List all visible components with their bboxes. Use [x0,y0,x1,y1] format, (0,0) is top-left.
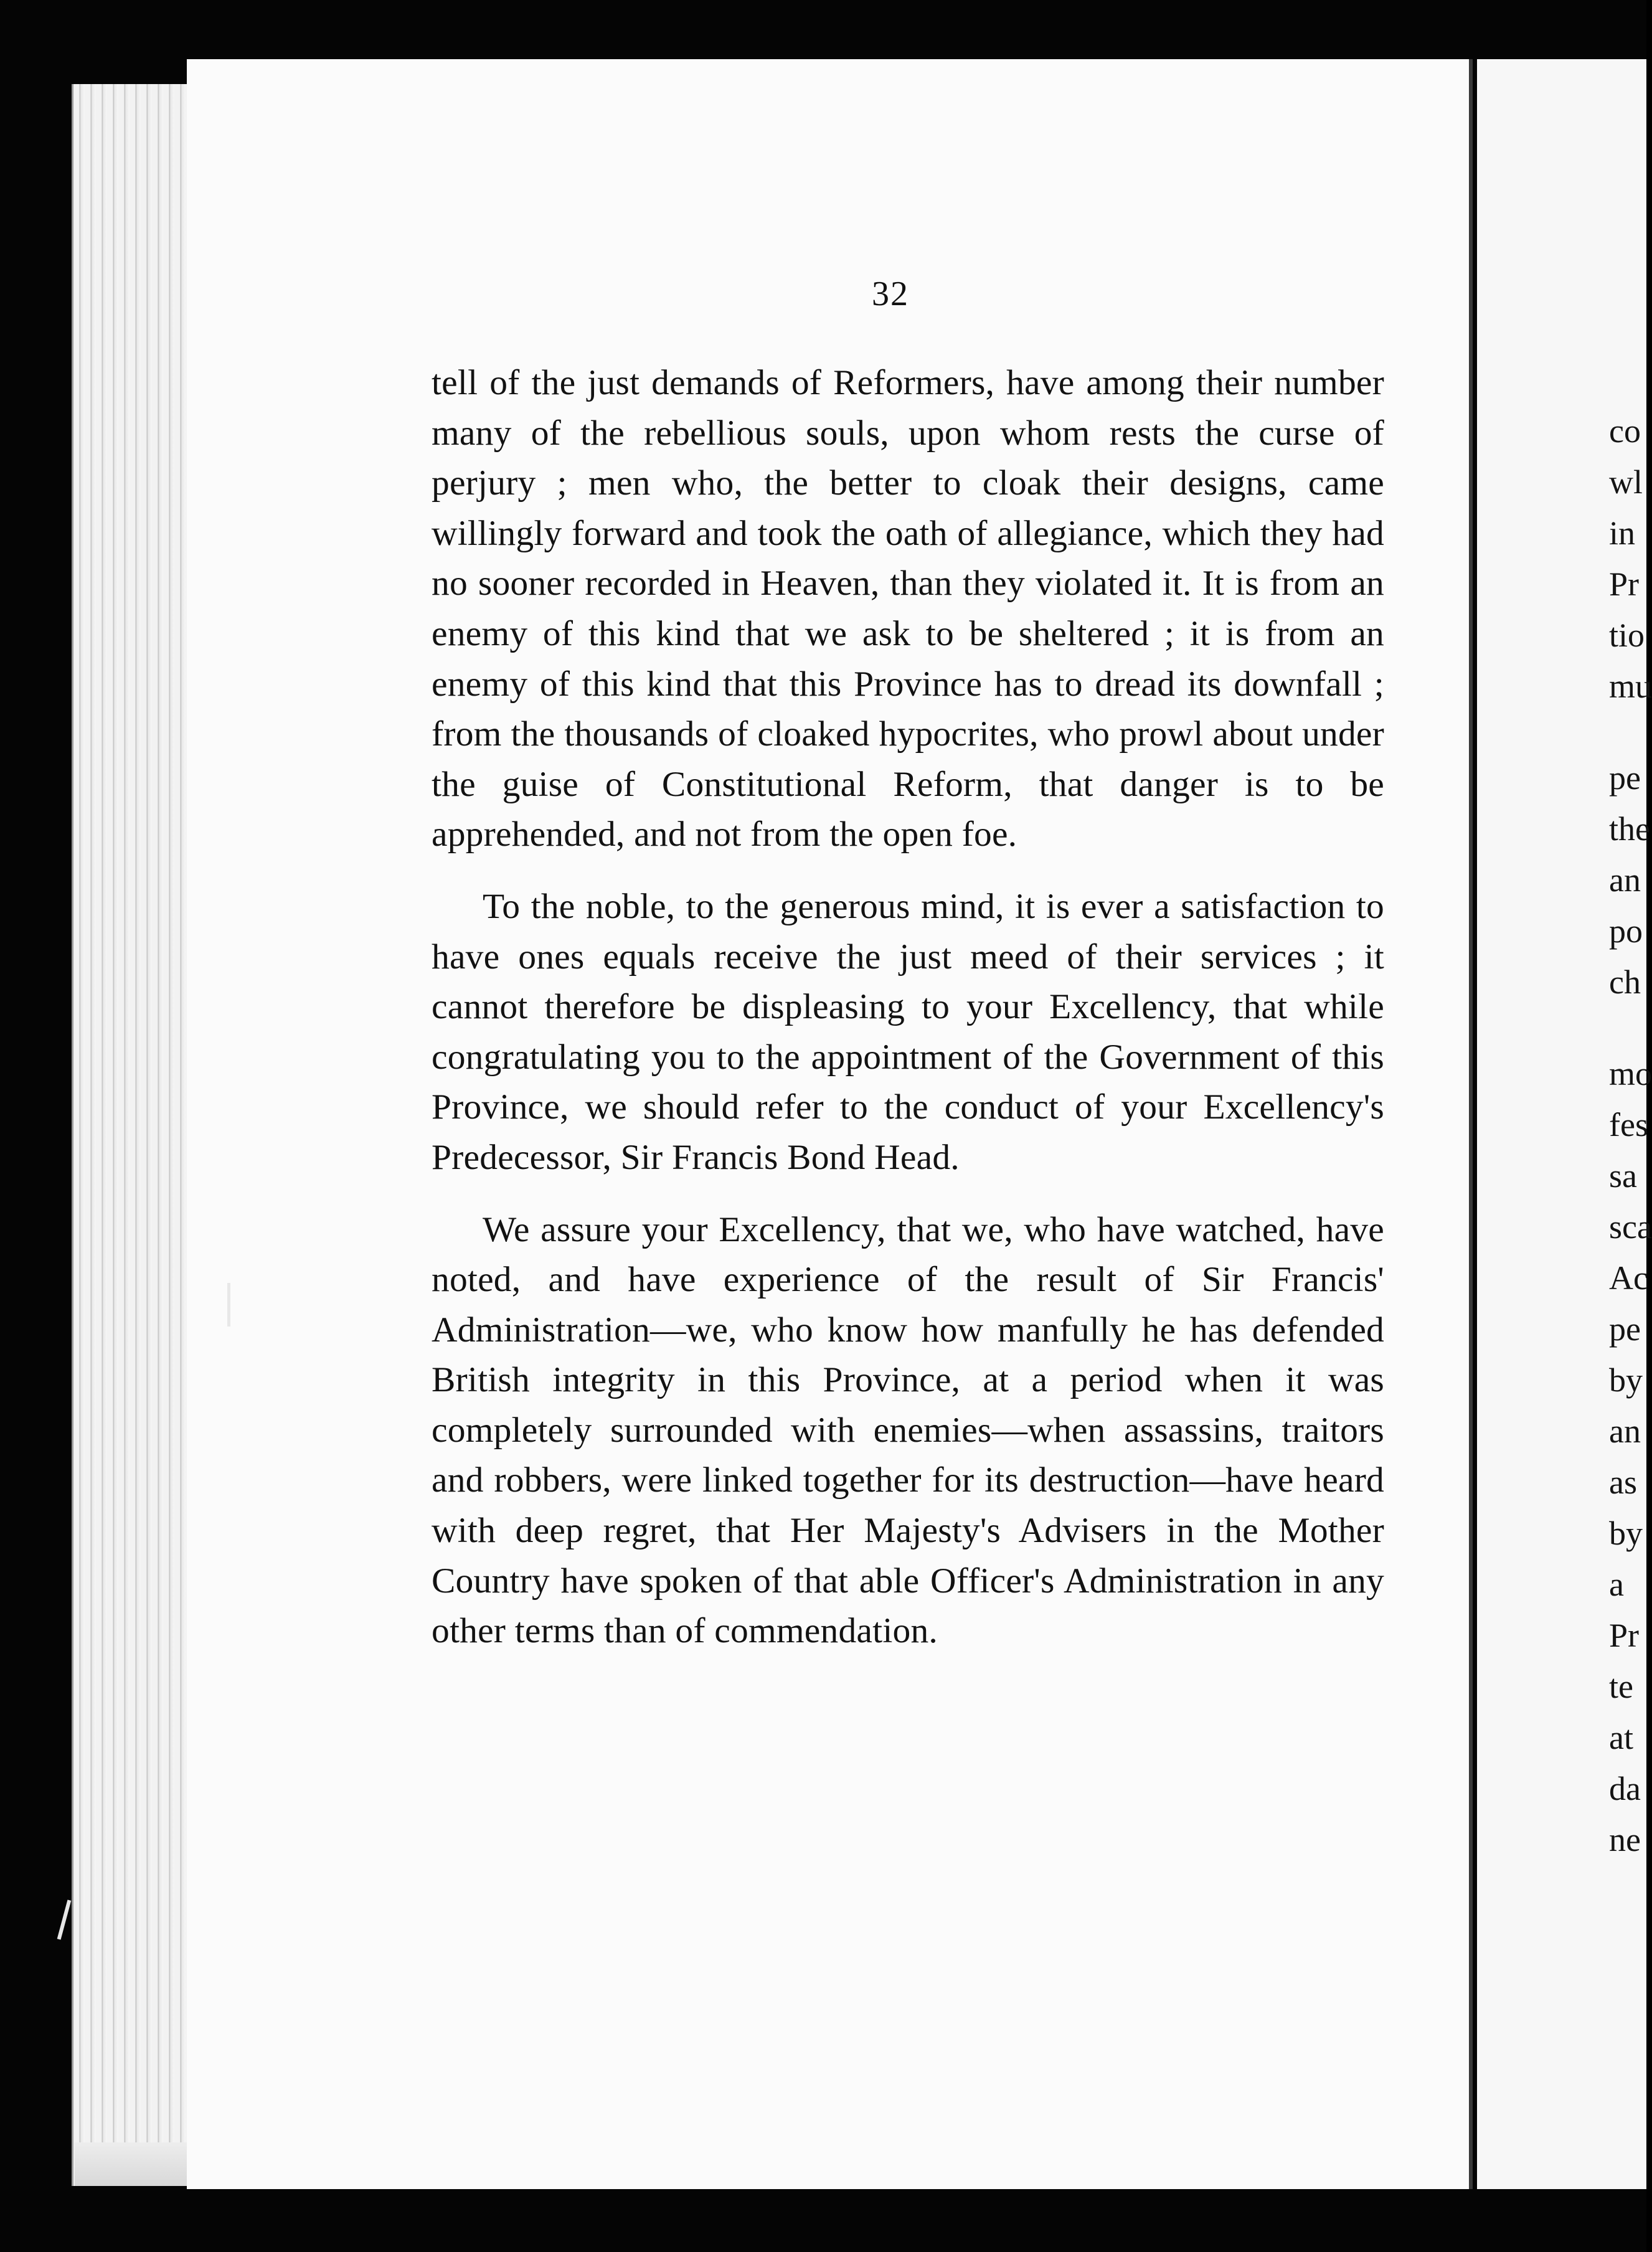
facing-page-fragment: as [1609,1464,1637,1501]
page-number: 32 [872,275,909,313]
facing-page-fragment: sca [1609,1208,1652,1246]
facing-page-fragment: wl [1609,463,1643,501]
body-text [432,358,1384,1657]
facing-page-fragment: sa [1609,1157,1637,1195]
facing-page-fragment: pe [1609,1310,1641,1348]
facing-page-fragment: by [1609,1361,1643,1399]
facing-page-fragment: the [1609,810,1650,848]
page-edges [72,84,195,2186]
page-edge-bottom [75,2142,193,2186]
facing-page-fragment: Pr [1609,565,1640,603]
facing-page-fragment: at [1609,1719,1633,1756]
facing-page-fragment: Pr [1609,1617,1640,1654]
facing-page-fragment: te [1609,1668,1633,1705]
facing-page-fragment: pe [1609,759,1641,797]
facing-page-fragment: an [1609,861,1641,899]
paragraph: We assure your Excellency, that we, who have watched, have noted, and have experience of the result of Sir Francis' Administration—we, who know how manfully he has defended British integrity in this Province, at a period when it was completely surrounded with enemies—when assassins, traitors and robbers, were linked together for its destruction—have heard with deep regret, that Her Majesty's Advisers in the Mother Country have spoken of that able Officer's Administration in any other terms than of commendation. [432,1209,1384,1651]
facing-page-fragment: Ac [1609,1259,1648,1297]
facing-page-fragment: mu [1609,668,1652,705]
paragraph: tell of the just demands of Reformers, have among their number many of the rebellious souls, upon whom rests the curse of perjury ; men who, the better to cloak their designs, came willingly forward and took the oath of allegiance, which they had no sooner recorded in Heaven, than they violated it. It is from an enemy of this kind that we ask to be sheltered ; it is from an enemy of this kind that this Province has to dread its downfall ; from the thousands of cloaked hypocrites, who prowl about under the guise of Constitutional Reform, that danger is to be apprehended, and not from the open foe. [432,363,1384,854]
facing-page-fragment: by [1609,1515,1643,1552]
facing-page-fragment: ne [1609,1821,1641,1858]
facing-page-fragment: po [1609,912,1643,950]
facing-page-fragment: tio [1609,617,1645,654]
facing-page-fragment: an [1609,1412,1641,1450]
facing-page-fragment: mo [1609,1055,1652,1092]
facing-page-fragment: co [1609,412,1641,450]
facing-page-fragment: da [1609,1770,1641,1807]
facing-page-fragment: ch [1609,963,1641,1001]
facing-page-fragment: a [1609,1566,1624,1603]
paragraph: To the noble, to the generous mind, it is ever a satisfaction to have ones equals receive the just meed of their services ; it cannot therefore be displeasing to your Excellency, that while congratulating you to the appointment of the Government of this Province, we should refer to the conduct of your Excellency's Predecessor, Sir Francis Bond Head. [432,886,1384,1177]
facing-page [1477,59,1652,2189]
facing-page-fragment: in [1609,514,1636,552]
facing-page-fragment: fes [1609,1106,1648,1143]
scan-mark [227,1283,230,1327]
scan-mark [57,1900,72,1939]
